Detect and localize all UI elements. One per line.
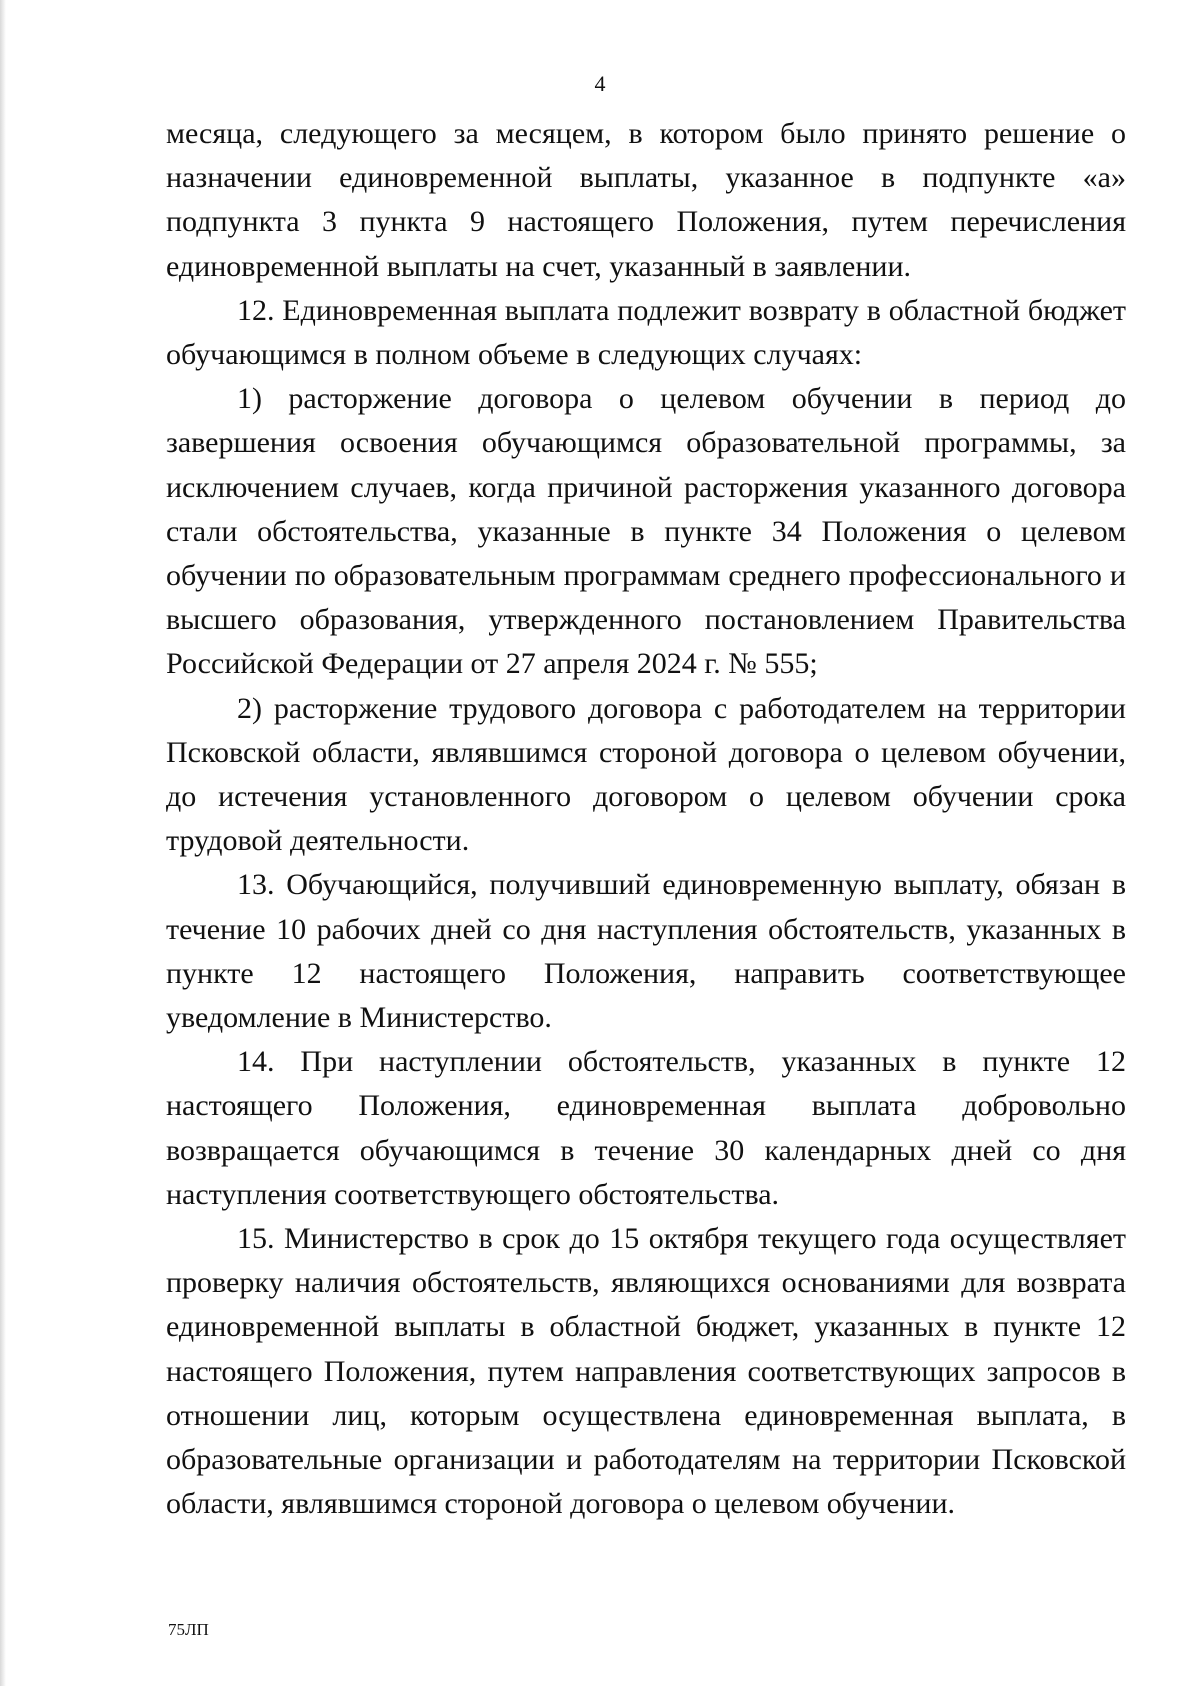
document-body (166, 112, 1126, 1527)
paragraph-subitem-1: 1) расторжение договора о целевом обучении в период до завершения освоения обучающимся образовательной программы, за исключением случаев, когда причиной расторжения указанного договора стали обстоятельства, указанные в пункте 34 Положения о целевом обучении по образовательным программам среднего профессионального и высшего образования, утвержденного постановлением Правительства Российской Федерации от 27 апреля 2024 г. № 555; (166, 382, 1126, 681)
paragraph-continuation: месяца, следующего за месяцем, в котором было принято решение о назначении единовременной выплаты, указанное в подпункте «а» подпункта 3 пункта 9 настоящего Положения, путем перечисления единовременной выплаты на счет, указанный в заявлении. (166, 117, 1126, 283)
page-number: 4 (594, 71, 606, 96)
document-code: 75ЛП (168, 1620, 209, 1639)
paragraph-item-13: 13. Обучающийся, получивший единовременную выплату, обязан в течение 10 рабочих дней со дня наступления обстоятельств, указанных в пункте 12 настоящего Положения, направить соответствующее уведомление в Министерство. (166, 868, 1126, 1035)
paragraph-item-12: 12. Единовременная выплата подлежит возврату в областной бюджет обучающимся в полном объеме в следующих случаях: (166, 293, 1126, 372)
paragraph-item-14: 14. При наступлении обстоятельств, указанных в пункте 12 настоящего Положения, единовременная выплата добровольно возвращается обучающимся в течение 30 календарных дней со дня наступления соответствующего обстоятельства. (166, 1045, 1126, 1211)
paragraph-subitem-2: 2) расторжение трудового договора с работодателем на территории Псковской области, являвшимся стороной договора о целевом обучении, до истечения установленного договором о целевом обучении срока трудовой деятельности. (166, 691, 1126, 858)
scan-edge-shadow (0, 0, 6, 1686)
paragraph-item-15: 15. Министерство в срок до 15 октября текущего года осуществляет проверку наличия обстоятельств, являющихся основаниями для возврата единовременной выплаты в областной бюджет, указанных в пункте 12 настоящего Положения, путем направления соответствующих запросов в отношении лиц, которым осуществлена единовременная выплата, в образовательные организации и работодателям на территории Псковской области, являвшимся стороной договора о целевом обучении. (166, 1222, 1126, 1521)
